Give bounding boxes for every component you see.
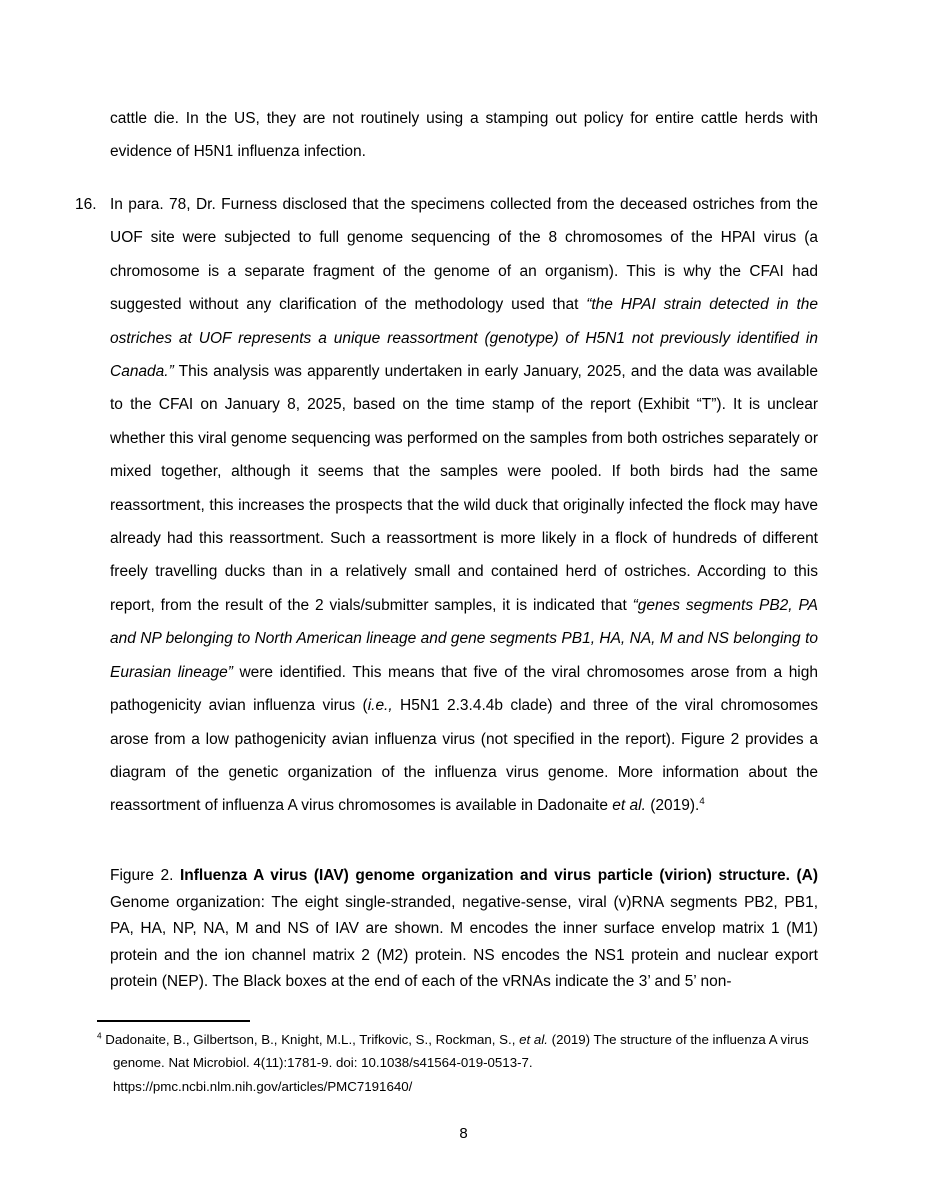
paragraph-16 (75, 188, 818, 823)
paragraph-16-text: In para. 78, Dr. Furness disclosed that the specimens collected from the deceased ostriches from the UOF site were subjected to full genome sequencing of the 8 chromosomes of the HPAI virus (a chromosome is a separate fragment of the genome of an organism). This is why the CFAI had suggested without any clarification of the methodology used that “the HPAI strain detected in the ostriches at UOF represents a unique reassortment (genotype) of H5N1 not previously identified in Canada.” This analysis was apparently undertaken in early January, 2025, and the data was available to the CFAI on January 8, 2025, based on the time stamp of the report (Exhibit “T”). It is unclear whether this viral genome sequencing was performed on the samples from both ostriches separately or mixed together, although it seems that the samples were pooled. If both birds had the same reassortment, this increases the prospects that the wild duck that originally infected the flock may have already had this reassortment. Such a reassortment is more likely in a flock of hundreds of different freely travelling ducks than in a relatively small and contained herd of ostriches. According to this report, from the result of the 2 vials/submitter samples, it is indicated that “genes segments PB2, PA and NP belonging to North American lineage and gene segments PB1, HA, NA, M and NS belonging to Eurasian lineage” were identified. This means that five of the viral chromosomes arose from a high pathogenicity avian influenza virus (i.e., H5N1 2.3.4.4b clade) and three of the viral chromosomes arose from a low pathogenicity avian influenza virus (not specified in the report). Figure 2 provides a diagram of the genetic organization of the influenza virus genome. More information about the reassortment of influenza A virus chromosomes is available in Dadonaite et al. (2019).$^4$ (110, 196, 818, 815)
footnote-separator-line (97, 1020, 250, 1022)
paragraph-16-number: 16. (75, 196, 97, 213)
footnote-4: $^4$ Dadonaite, B., Gilbertson, B., Knight, M.L., Trifkovic, S., Rockman, S., et al. (2019) The structure of the influenza A virus genome. Nat Microbiol. 4(11):1781-9. doi: 10.1038/s41564-019-0513-7. https://pmc.ncbi.nlm.nih.gov/articles/PMC7191640/ (97, 1031, 809, 1094)
figure-2-caption: Figure 2. Influenza A virus (IAV) genome organization and virus particle (virion) structure. (A) Genome organization: The eight single-stranded, negative-sense, viral (v)RNA segments PB2, PB1, PA, HA, NP, NA, M and NS of IAV are shown. M encodes the inner surface envelop matrix 1 (M1) protein and the ion channel matrix 2 (M2) protein. NS encodes the NS1 protein and nuclear export protein (NEP). The Black boxes at the end of each of the vRNAs indicate the 3’ and 5’ non- (110, 867, 818, 991)
intro-paragraph: cattle die. In the US, they are not routinely using a stamping out policy for entire cattle herds with evidence of H5N1 influenza infection. (110, 110, 818, 161)
page-number: 8 (459, 1125, 468, 1142)
